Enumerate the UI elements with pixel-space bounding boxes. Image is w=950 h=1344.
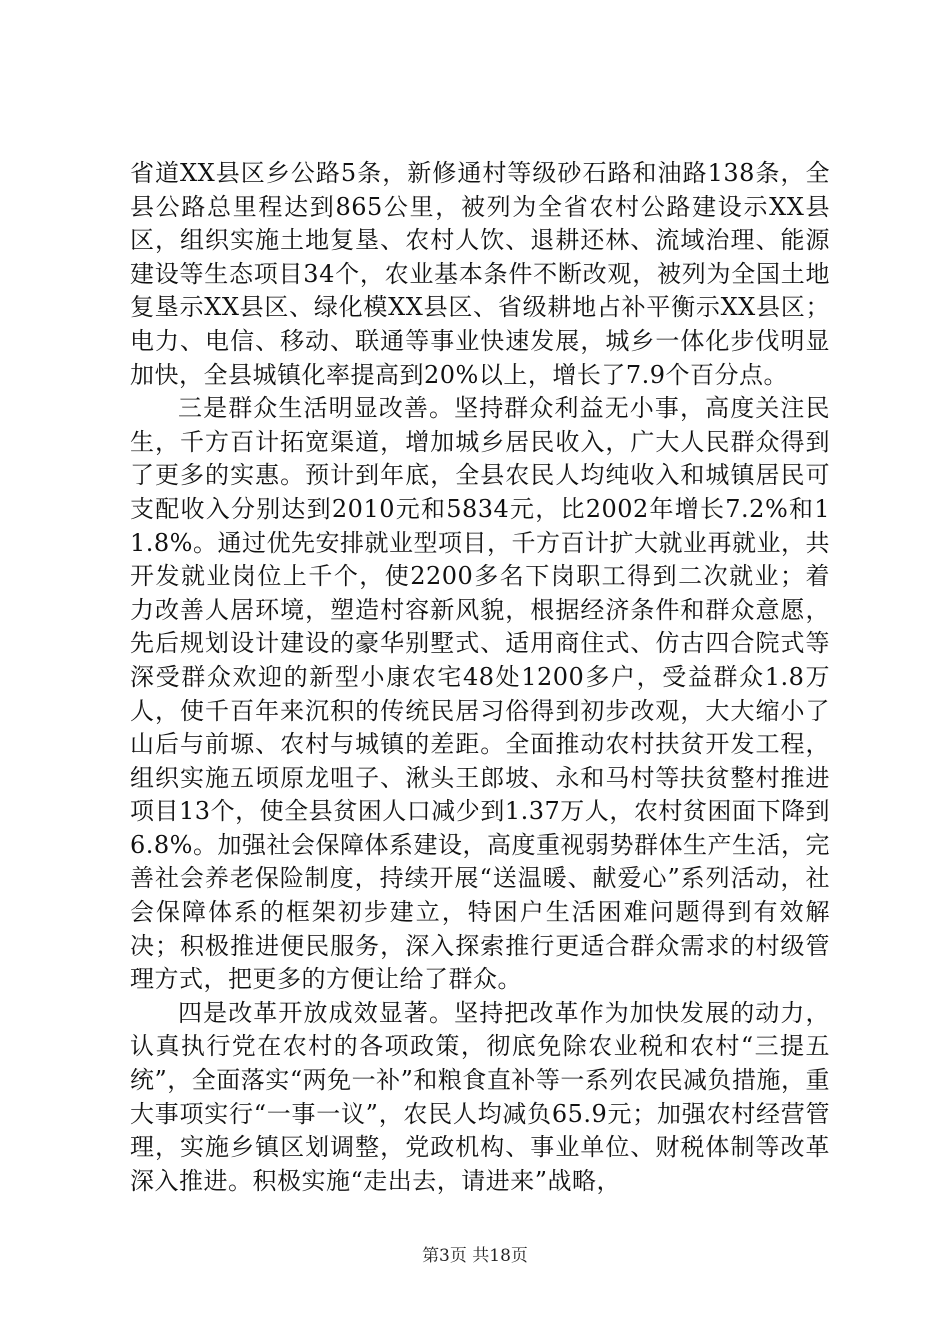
page-number-label: 第3页 共18页 <box>422 1246 528 1266</box>
page-footer <box>0 1245 950 1267</box>
document-body <box>130 157 830 1198</box>
paragraph-3: 四是改革开放成效显著。坚持把改革作为加快发展的动力，认真执行党在农村的各项政策，彻底免除农业税和农村“三提五统”，全面落实“两免一补”和粮食直补等一系列农民减负措施，重大事项实行“一事一议”，农民人均减负65.9元；加强农村经营管理，实施乡镇区划调整，党政机构、事业单位、财税体制等改革深入推进。积极实施“走出去，请进来”战略， <box>130 998 830 1195</box>
paragraph-2: 三是群众生活明显改善。坚持群众利益无小事，高度关注民生，千方百计拓宽渠道，增加城乡居民收入，广大人民群众得到了更多的实惠。预计到年底，全县农民人均纯收入和城镇居民可支配收入分别达到2010元和5834元，比2002年增长7.2%和11.8%。通过优先安排就业型项目，千方百计扩大就业再就业，共开发就业岗位上千个，使2200多名下岗职工得到二次就业；着力改善人居环境，塑造村容新风貌，根据经济条件和群众意愿，先后规划设计建设的豪华别墅式、适用商住式、仿古四合院式等深受群众欢迎的新型小康农宅48处1200多户，受益群众1.8万人，使千百年来沉积的传统民居习俗得到初步改观，大大缩小了山后与前塬、农村与城镇的差距。全面推动农村扶贫开发工程，组织实施五顷原龙咀子、湫头王郎坡、永和马村等扶贫整村推进项目13个，使全县贫困人口减少到1.37万人，农村贫困面下降到6.8%。加强社会保障体系建设，高度重视弱势群体生产生活，完善社会养老保险制度，持续开展“送温暖、献爱心”系列活动，社会保障体系的框架初步建立，特困户生活困难问题得到有效解决；积极推进便民服务，深入探索推行更适合群众需求的村级管理方式，把更多的方便让给了群众。 <box>130 394 830 994</box>
paragraph-1: 省道XX县区乡公路5条，新修通村等级砂石路和油路138条，全县公路总里程达到865公里，被列为全省农村公路建设示XX县区，组织实施土地复垦、农村人饮、退耕还林、流域治理、能源建设等生态项目34个，农业基本条件不断改观，被列为全国土地复垦示XX县区、绿化模XX县区、省级耕地占补平衡示XX县区；电力、电信、移动、联通等事业快速发展，城乡一体化步伐明显加快，全县城镇化率提高到20%以上，增长了7.9个百分点。 <box>130 159 830 389</box>
